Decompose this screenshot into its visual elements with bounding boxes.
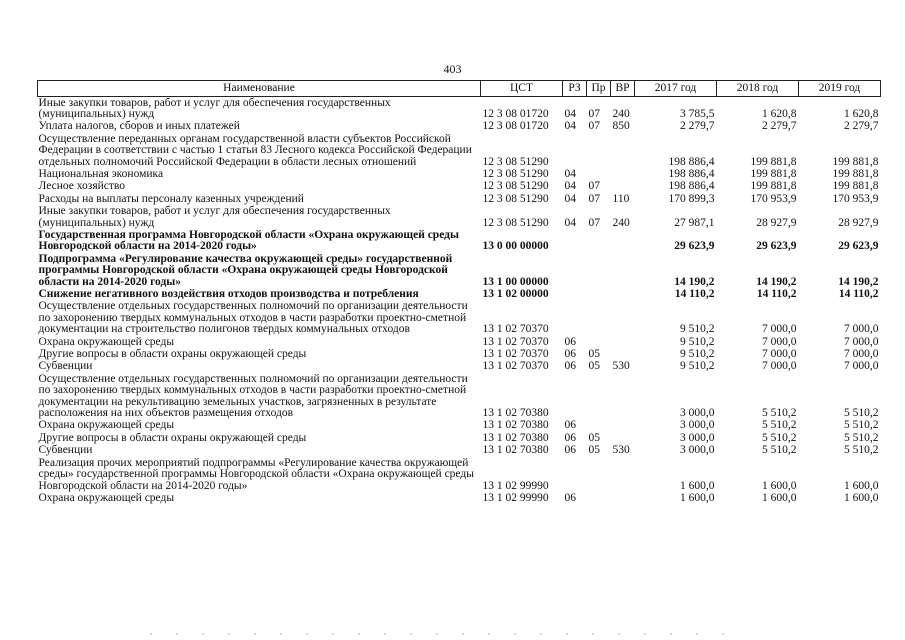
cell-y2019: 7 000,0 xyxy=(844,348,879,361)
table-row xyxy=(38,168,881,180)
cell-y2017: 170 899,3 xyxy=(668,192,715,205)
cell-y2018: 7 000,0 xyxy=(762,323,797,336)
cell-cst: 13 1 02 70380 xyxy=(482,431,549,444)
cell-y2017: 27 987,1 xyxy=(674,216,715,229)
cell-pr xyxy=(587,492,611,504)
cell-vr xyxy=(611,492,635,504)
cell-name: Субвенции xyxy=(38,444,93,457)
cell-rz: 04 xyxy=(564,167,576,180)
cell-y2018: 199 881,8 xyxy=(750,167,797,180)
cell-y2017: 29 623,9 xyxy=(674,240,715,253)
cell-vr: 530 xyxy=(612,444,630,457)
cell-pr: 05 xyxy=(588,360,600,373)
cell-vr xyxy=(611,301,635,336)
cell-y2018: 1 600,0 xyxy=(762,491,797,504)
cell-y2019: 1 600,0 xyxy=(844,479,879,492)
cell-cst: 12 3 08 51290 xyxy=(482,155,549,168)
cell-vr xyxy=(611,420,635,432)
cell-rz xyxy=(563,301,587,336)
cell-name: Другие вопросы в области охраны окружающей среды xyxy=(38,431,307,444)
scan-artifact xyxy=(150,633,730,635)
cell-y2018: 2 279,7 xyxy=(762,120,797,133)
table-row xyxy=(38,420,881,432)
cell-name: Охрана окружающей среды xyxy=(38,491,175,504)
cell-name: Лесное хозяйство xyxy=(38,180,126,193)
cell-pr: 05 xyxy=(588,431,600,444)
cell-cst: 12 3 08 51290 xyxy=(482,192,549,205)
cell-pr: 07 xyxy=(588,120,600,133)
header-vr: ВР xyxy=(611,81,635,97)
cell-cst: 13 1 02 70370 xyxy=(482,360,549,373)
table-row xyxy=(38,336,881,348)
table-row xyxy=(38,301,881,336)
cell-pr: 07 xyxy=(588,216,600,229)
table-row xyxy=(38,432,881,444)
cell-y2019: 29 623,9 xyxy=(838,240,879,253)
cell-rz: 06 xyxy=(564,444,576,457)
table-header-row xyxy=(38,81,881,97)
cell-rz: 06 xyxy=(564,360,576,373)
cell-vr xyxy=(611,457,635,492)
cell-pr: 07 xyxy=(588,180,600,193)
cell-name: Иные закупки товаров, работ и услуг для обеспечения государственных (муниципальных) нужд xyxy=(38,96,391,120)
cell-y2019: 14 110,2 xyxy=(838,288,879,300)
cell-y2018: 170 953,9 xyxy=(750,192,797,205)
cell-cst: 12 3 08 01720 xyxy=(482,107,549,120)
cell-rz: 06 xyxy=(564,491,576,504)
cell-y2019: 5 510,2 xyxy=(844,419,879,432)
cell-y2019: 5 510,2 xyxy=(844,444,879,457)
cell-y2018: 1 600,0 xyxy=(762,479,797,492)
cell-pr xyxy=(587,133,611,168)
cell-name: Иные закупки товаров, работ и услуг для обеспечения государственных (муниципальных) нужд xyxy=(38,205,391,229)
budget-table xyxy=(37,80,881,505)
cell-name: Национальная экономика xyxy=(38,167,164,180)
page-number: 403 xyxy=(443,62,462,76)
cell-y2017: 3 000,0 xyxy=(680,444,715,457)
cell-name: Осуществление отдельных государственных полномочий по организации деятельности по захоронению твердых коммунальных отходов в части разработки проектно-сметной документации на строительство полигонов твердых коммунальных отходов xyxy=(38,300,468,336)
cell-vr: 850 xyxy=(612,120,630,133)
cell-rz xyxy=(563,229,587,253)
cell-vr xyxy=(611,336,635,348)
cell-rz xyxy=(563,253,587,288)
cell-y2018: 14 190,2 xyxy=(756,275,797,288)
cell-name: Подпрограмма «Регулирование качества окружающей среды» государственной программы Новгородской области «Охрана окружающей среды Новгородской области на 2014-2020 годы» xyxy=(38,252,453,288)
cell-pr xyxy=(587,168,611,180)
cell-y2017: 198 886,4 xyxy=(668,155,715,168)
header-rz: РЗ xyxy=(563,81,587,97)
cell-y2018: 7 000,0 xyxy=(762,335,797,348)
cell-rz: 04 xyxy=(564,107,576,120)
cell-pr xyxy=(587,253,611,288)
cell-y2019: 5 510,2 xyxy=(844,431,879,444)
cell-cst: 13 1 02 00000 xyxy=(482,288,549,300)
cell-y2018: 5 510,2 xyxy=(762,419,797,432)
cell-rz: 06 xyxy=(564,431,576,444)
table-row xyxy=(38,373,881,420)
cell-y2018: 5 510,2 xyxy=(762,407,797,420)
cell-y2019: 2 279,7 xyxy=(844,120,879,133)
table-row xyxy=(38,445,881,457)
cell-vr: 110 xyxy=(612,192,630,205)
cell-name: Осуществление переданных органам государственной власти субъектов Российской Федерации в соответствии с частью 1 статьи 83 Лесного кодекса Российской Федерации отдельных полномочий Российской Федерации в области лесных отношений xyxy=(38,132,472,168)
cell-cst: 12 3 08 51290 xyxy=(482,180,549,193)
cell-pr xyxy=(587,373,611,420)
cell-pr: 07 xyxy=(588,192,600,205)
cell-y2019: 170 953,9 xyxy=(832,192,879,205)
cell-pr xyxy=(587,336,611,348)
header-cst: ЦСТ xyxy=(481,81,563,97)
cell-cst: 12 3 08 51290 xyxy=(482,167,549,180)
cell-vr xyxy=(611,229,635,253)
header-2017: 2017 год xyxy=(635,81,717,97)
cell-pr xyxy=(587,420,611,432)
cell-vr xyxy=(611,349,635,361)
table-row xyxy=(38,361,881,373)
cell-y2017: 2 279,7 xyxy=(680,120,715,133)
cell-y2018: 14 110,2 xyxy=(756,288,797,300)
cell-rz: 04 xyxy=(564,192,576,205)
cell-y2019: 199 881,8 xyxy=(832,180,879,193)
cell-y2019: 5 510,2 xyxy=(844,407,879,420)
cell-name: Уплата налогов, сборов и иных платежей xyxy=(38,120,240,133)
cell-name: Другие вопросы в области охраны окружающей среды xyxy=(38,348,307,361)
header-pr: Пр xyxy=(587,81,611,97)
cell-pr: 05 xyxy=(588,348,600,361)
cell-y2018: 7 000,0 xyxy=(762,360,797,373)
cell-y2018: 5 510,2 xyxy=(762,431,797,444)
table-row xyxy=(38,253,881,288)
header-2019: 2019 год xyxy=(799,81,881,97)
cell-name: Снижение негативного воздействия отходов производства и потребления xyxy=(38,288,419,300)
cell-rz: 04 xyxy=(564,180,576,193)
header-name: Наименование xyxy=(38,81,481,97)
cell-y2018: 199 881,8 xyxy=(750,155,797,168)
cell-y2019: 1 600,0 xyxy=(844,491,879,504)
cell-y2017: 9 510,2 xyxy=(680,360,715,373)
cell-cst: 13 1 02 70370 xyxy=(482,348,549,361)
cell-vr: 240 xyxy=(612,216,630,229)
cell-y2017: 3 000,0 xyxy=(680,407,715,420)
cell-y2017: 9 510,2 xyxy=(680,348,715,361)
cell-rz xyxy=(563,289,587,301)
cell-y2017: 3 000,0 xyxy=(680,419,715,432)
table-row xyxy=(38,349,881,361)
cell-name: Государственная программа Новгородской области «Охрана окружающей среды Новгородской области на 2014-2020 годы» xyxy=(38,228,459,253)
cell-name: Охрана окружающей среды xyxy=(38,335,175,348)
cell-vr xyxy=(611,181,635,193)
table-row xyxy=(38,206,881,230)
cell-y2019: 199 881,8 xyxy=(832,155,879,168)
cell-rz: 06 xyxy=(564,335,576,348)
cell-y2018: 1 620,8 xyxy=(762,107,797,120)
table-row xyxy=(38,289,881,301)
cell-y2017: 9 510,2 xyxy=(680,323,715,336)
cell-y2017: 14 110,2 xyxy=(674,288,715,300)
cell-y2017: 198 886,4 xyxy=(668,180,715,193)
table-row xyxy=(38,133,881,168)
cell-rz: 04 xyxy=(564,120,576,133)
cell-vr: 530 xyxy=(612,360,630,373)
table-row xyxy=(38,492,881,504)
cell-y2018: 5 510,2 xyxy=(762,444,797,457)
cell-cst: 13 1 02 70380 xyxy=(482,419,549,432)
cell-name: Охрана окружающей среды xyxy=(38,419,175,432)
header-2018: 2018 год xyxy=(717,81,799,97)
cell-y2019: 199 881,8 xyxy=(832,167,879,180)
cell-vr xyxy=(611,373,635,420)
cell-cst: 13 1 02 70370 xyxy=(482,335,549,348)
cell-cst: 13 1 02 99990 xyxy=(482,491,549,504)
cell-cst: 13 1 02 70370 xyxy=(482,323,549,336)
cell-y2019: 7 000,0 xyxy=(844,335,879,348)
cell-y2017: 14 190,2 xyxy=(674,275,715,288)
cell-y2017: 198 886,4 xyxy=(668,167,715,180)
cell-cst: 12 3 08 51290 xyxy=(482,216,549,229)
cell-y2019: 7 000,0 xyxy=(844,360,879,373)
cell-pr xyxy=(587,289,611,301)
cell-vr: 240 xyxy=(612,107,630,120)
cell-y2019: 1 620,8 xyxy=(844,107,879,120)
cell-rz: 06 xyxy=(564,348,576,361)
cell-rz xyxy=(563,133,587,168)
cell-pr xyxy=(587,301,611,336)
cell-y2017: 3 000,0 xyxy=(680,431,715,444)
table-row xyxy=(38,229,881,253)
cell-y2017: 1 600,0 xyxy=(680,491,715,504)
cell-name: Субвенции xyxy=(38,360,93,373)
cell-name: Реализация прочих мероприятий подпрограммы «Регулирование качества окружающей среды» государственной программы Новгородской области «Охрана окружающей среды Новгородской области на 2014-2020 годы» xyxy=(38,456,474,492)
cell-pr: 07 xyxy=(588,107,600,120)
cell-cst: 13 1 00 00000 xyxy=(482,275,549,288)
table-row xyxy=(38,193,881,205)
cell-y2018: 29 623,9 xyxy=(756,240,797,253)
table-row xyxy=(38,181,881,193)
table-row xyxy=(38,457,881,492)
cell-y2017: 3 785,5 xyxy=(680,107,715,120)
cell-rz: 04 xyxy=(564,216,576,229)
cell-vr xyxy=(611,133,635,168)
cell-y2017: 1 600,0 xyxy=(680,479,715,492)
cell-pr: 05 xyxy=(588,444,600,457)
cell-cst: 13 0 00 00000 xyxy=(482,240,549,253)
cell-y2018: 199 881,8 xyxy=(750,180,797,193)
cell-cst: 12 3 08 01720 xyxy=(482,120,549,133)
cell-rz: 06 xyxy=(564,419,576,432)
cell-y2019: 7 000,0 xyxy=(844,323,879,336)
cell-rz xyxy=(563,457,587,492)
cell-cst: 13 1 02 99990 xyxy=(482,479,549,492)
cell-y2019: 14 190,2 xyxy=(838,275,879,288)
cell-name: Расходы на выплаты персоналу казенных учреждений xyxy=(38,192,304,205)
cell-y2018: 7 000,0 xyxy=(762,348,797,361)
cell-y2018: 28 927,9 xyxy=(756,216,797,229)
cell-cst: 13 1 02 70380 xyxy=(482,407,549,420)
table-row xyxy=(38,121,881,133)
cell-name: Осуществление отдельных государственных полномочий по организации деятельности по захоронению твердых коммунальных отходов в части разработки проектно-сметной документации на рекультивацию земельных участков, загрязненных в результате расположения на них объектов размещения отходов xyxy=(38,372,468,420)
cell-rz xyxy=(563,373,587,420)
cell-vr xyxy=(611,289,635,301)
cell-y2019: 28 927,9 xyxy=(838,216,879,229)
cell-pr xyxy=(587,457,611,492)
cell-vr xyxy=(611,253,635,288)
cell-vr xyxy=(611,168,635,180)
cell-pr xyxy=(587,229,611,253)
table-body xyxy=(38,97,881,505)
table-row xyxy=(38,97,881,121)
cell-cst: 13 1 02 70380 xyxy=(482,444,549,457)
cell-vr xyxy=(611,432,635,444)
cell-y2017: 9 510,2 xyxy=(680,335,715,348)
